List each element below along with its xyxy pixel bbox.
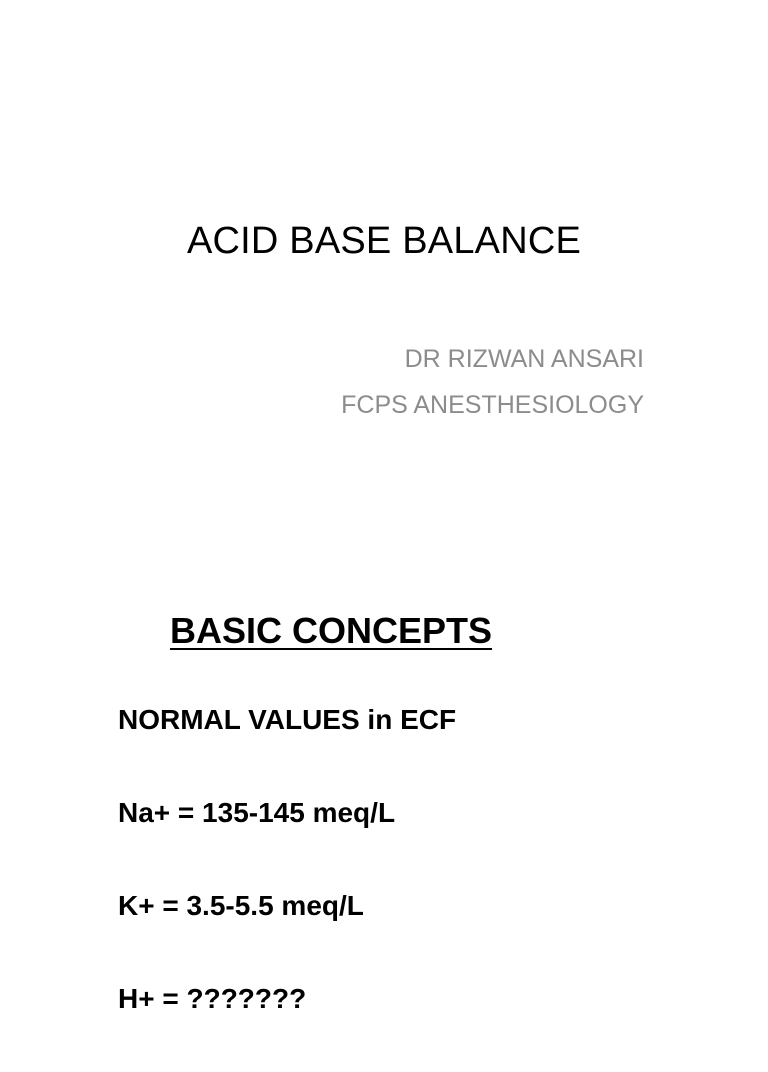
content-line-normal-values: NORMAL VALUES in ECF <box>118 704 457 735</box>
basic-concepts-heading: BASIC CONCEPTS <box>170 610 493 651</box>
slide-title-heading: ACID BASE BALANCE <box>186 220 582 262</box>
content-line-potassium: K+ = 3.5-5.5 meq/L <box>118 890 364 921</box>
content-list <box>118 700 456 1072</box>
slide-subtitle <box>341 336 644 428</box>
slide-basic-concepts <box>0 576 768 1024</box>
author-credential: FCPS ANESTHESIOLOGY <box>341 391 644 419</box>
author-name: DR RIZWAN ANSARI <box>404 345 644 373</box>
content-line-hydrogen: H+ = ??????? <box>118 983 307 1014</box>
content-line-sodium: Na+ = 135-145 meq/L <box>118 797 396 828</box>
